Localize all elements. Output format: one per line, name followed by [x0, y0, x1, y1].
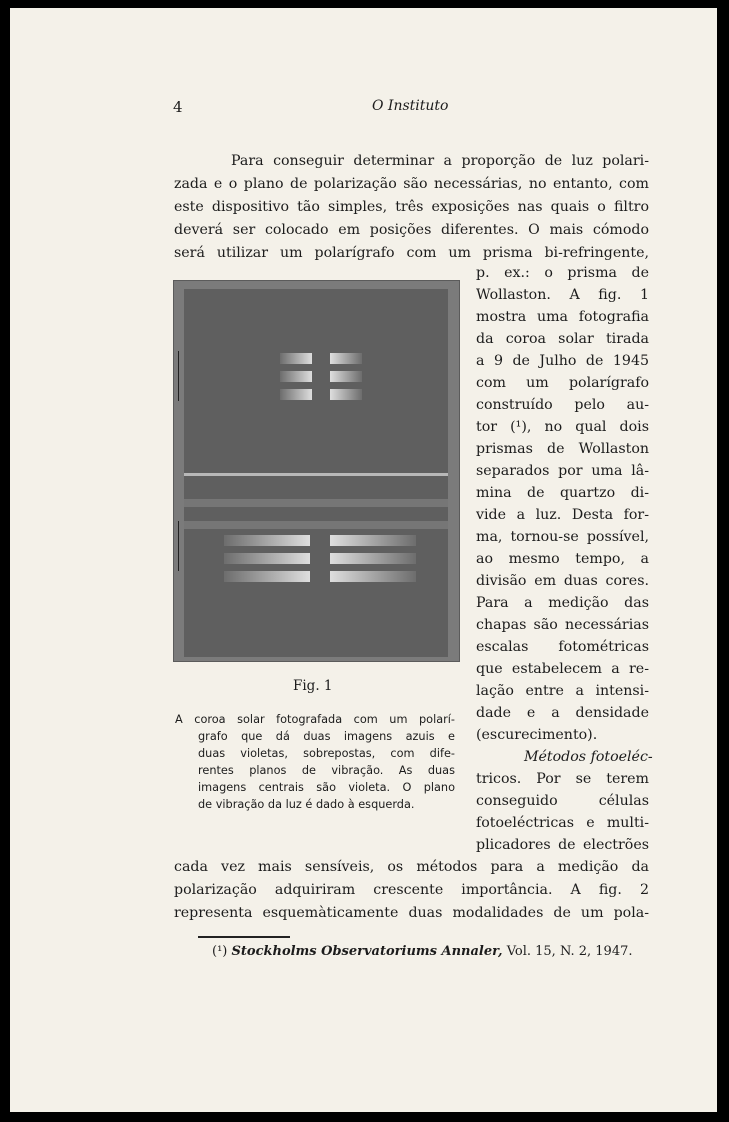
figure-caption-line: imagens centrais são violeta. O plano [198, 781, 455, 794]
body-line: mina de quartzo di- [476, 485, 649, 501]
body-line: cada vez mais sensíveis, os métodos para a medição da [174, 859, 649, 875]
section-heading: Métodos fotoeléc- [524, 749, 653, 765]
body-line: escalas fotométricas [476, 639, 649, 655]
running-title: O Instituto [372, 98, 449, 114]
body-line: este dispositivo tão simples, três exposições nas quais o filtro [174, 199, 649, 215]
figure-caption-line: duas violetas, sobrepostas, com dife- [198, 747, 455, 760]
footnote [212, 944, 633, 959]
body-line: polarização adquiriram crescente importância. A fig. 2 [174, 882, 649, 898]
figure-caption-line: rentes planos de vibração. As duas [198, 764, 455, 777]
body-line: prismas de Wollaston [476, 441, 649, 457]
body-line: ao mesmo tempo, a [476, 551, 649, 567]
body-line: dade e a densidade [476, 705, 649, 721]
body-line: da coroa solar tirada [476, 331, 649, 347]
body-line: divisão em duas cores. [476, 573, 649, 589]
body-line: ma, tornou-se possível, [476, 529, 649, 545]
body-line: chapas são necessárias [476, 617, 649, 633]
footnote-marker: (¹) [212, 944, 228, 959]
body-line: p. ex.: o prisma de [476, 265, 649, 281]
body-line: com um polarígrafo [476, 375, 649, 391]
figure-caption-line: grafo que dá duas imagens azuis e [198, 730, 455, 743]
body-line: que estabelecem a re- [476, 661, 649, 677]
figure-caption-line: A coroa solar fotografada com um polarí- [175, 713, 455, 726]
corona-image [184, 289, 448, 657]
body-line: tor (¹), no qual dois [476, 419, 649, 435]
body-line: Para a medição das [476, 595, 649, 611]
body-line: representa esquemàticamente duas modalidades de um pola- [174, 905, 649, 921]
page-number: 4 [173, 98, 183, 116]
body-line: construído pelo au- [476, 397, 649, 413]
body-line: será utilizar um polarígrafo com um prisma bi-refringente, [174, 245, 649, 261]
body-line: fotoeléctricas e multi- [476, 815, 649, 831]
body-line: Para conseguir determinar a proporção de luz polari- [231, 153, 649, 169]
body-line: lação entre a intensi- [476, 683, 649, 699]
body-line: a 9 de Julho de 1945 [476, 353, 649, 369]
figure-caption-line: de vibração da luz é dado à esquerda. [198, 798, 415, 811]
footnote-details: Vol. 15, N. 2, 1947. [506, 944, 633, 959]
body-line: conseguido células [476, 793, 649, 809]
figure-label: Fig. 1 [293, 678, 333, 694]
body-line: plicadores de electrões [476, 837, 649, 853]
body-line: mostra uma fotografia [476, 309, 649, 325]
body-line: zada e o plano de polarização são necessárias, no entanto, com [174, 176, 649, 192]
body-line: (escurecimento). [476, 727, 598, 743]
body-line: vide a luz. Desta for- [476, 507, 649, 523]
footnote-rule [198, 936, 290, 938]
document-page [10, 8, 717, 1112]
body-line: tricos. Por se terem [476, 771, 649, 787]
footnote-journal: Stockholms Observatoriums Annaler, [231, 944, 503, 959]
figure-1-photograph [173, 280, 460, 662]
body-line: deverá ser colocado em posições diferentes. O mais cómodo [174, 222, 649, 238]
body-line: separados por uma lâ- [476, 463, 649, 479]
body-line: Wollaston. A fig. 1 [476, 287, 649, 303]
